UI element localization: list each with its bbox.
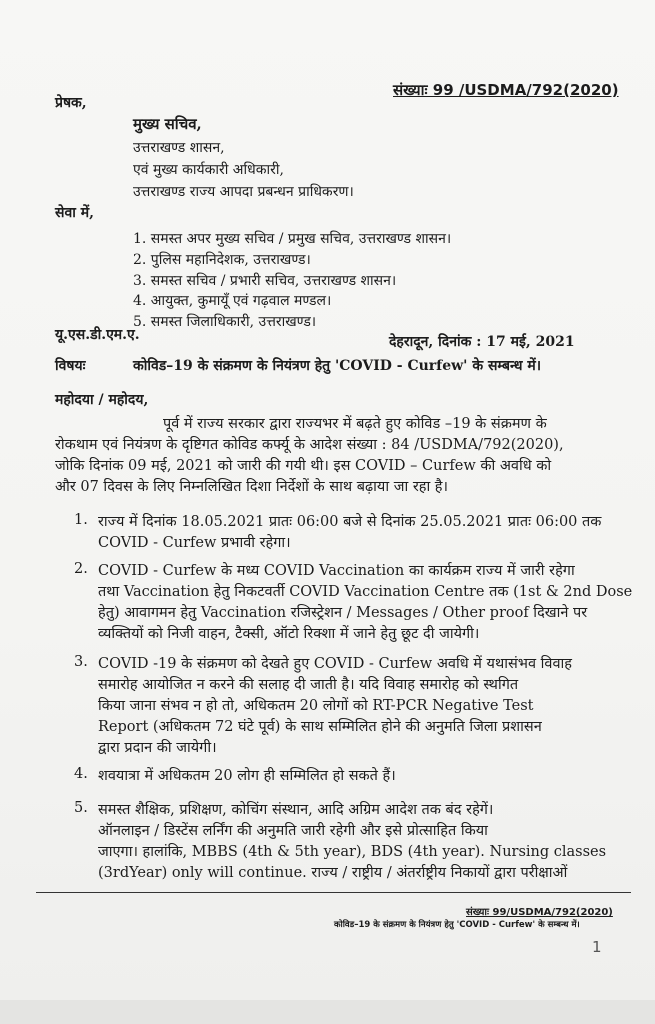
sender-line: एवं मुख्य कार्यकारी अधिकारी, <box>133 162 284 178</box>
point-line: किया जाना संभव न हो तो, अधिकतम 20 लोगों को RT-PCR Negative Test <box>98 698 534 714</box>
point-number: 4. <box>74 766 88 782</box>
point-line: COVID - Curfew प्रभावी रहेगा। <box>98 535 291 551</box>
footer-reference: संख्याः 99/USDMA/792(2020) <box>466 907 613 918</box>
page-bottom-margin <box>0 1000 655 1024</box>
footer-divider <box>36 892 631 893</box>
point-line: Report (अधिकतम 72 घंटे पूर्व) के साथ सम्मिलित होने की अनुमति जिला प्रशासन <box>98 719 542 735</box>
point-line: तथा Vaccination हेतु निकटवर्ती COVID Vaccination Centre तक (1st & 2nd Dose <box>98 584 633 600</box>
date-line: देहरादून, दिनांक : 17 मई, 2021 <box>389 334 575 350</box>
reference-number: संख्याः 99 /USDMA/792(2020) <box>393 81 619 99</box>
point-line: समस्त शैक्षिक, प्रशिक्षण, कोचिंग संस्थान, आदि अग्रिम आदेश तक बंद रहेगें। <box>98 802 494 818</box>
recipient-item: 5. समस्त जिलाधिकारी, उत्तराखण्ड। <box>133 314 317 330</box>
point-number: 2. <box>74 561 88 577</box>
page-number: 1 <box>592 938 602 956</box>
point-line: शवयात्रा में अधिकतम 20 लोग ही सम्मिलित हो सकते हैं। <box>98 768 396 784</box>
sender-title: मुख्य सचिव, <box>133 115 202 133</box>
office-code: यू.एस.डी.एम.ए. <box>55 327 140 343</box>
point-line: राज्य में दिनांक 18.05.2021 प्रातः 06:00 बजे से दिनांक 25.05.2021 प्रातः 06:00 तक <box>98 514 602 530</box>
sender-line: उत्तराखण्ड शासन, <box>133 140 225 156</box>
recipient-item: 4. आयुक्त, कुमायूँ एवं गढ़वाल मण्डल। <box>133 293 332 309</box>
sender-line: उत्तराखण्ड राज्य आपदा प्रबन्धन प्राधिकरण। <box>133 184 354 200</box>
point-number: 3. <box>74 654 88 670</box>
point-line: व्यक्तियों को निजी वाहन, टैक्सी, ऑटो रिक्शा में जाने हेतु छूट दी जायेगी। <box>98 626 480 642</box>
point-line: COVID - Curfew के मध्य COVID Vaccination का कार्यक्रम राज्य में जारी रहेगा <box>98 563 575 579</box>
subject-label: विषयः <box>55 358 86 374</box>
point-line: COVID -19 के संक्रमण को देखते हुए COVID - Curfew अवधि में यथासंभव विवाह <box>98 656 572 672</box>
point-line: (3rdYear) only will continue. राज्य / राष्ट्रीय / अंतर्राष्ट्रीय निकायों द्वारा परीक्षाओं <box>98 865 568 881</box>
point-number: 1. <box>74 512 88 528</box>
recipient-item: 1. समस्त अपर मुख्य सचिव / प्रमुख सचिव, उत्तराखण्ड शासन। <box>133 231 452 247</box>
point-line: हेतु) आवागमन हेतु Vaccination रजिस्ट्रेशन / Messages / Other proof दिखाने पर <box>98 605 588 621</box>
point-line: समारोह आयोजित न करने की सलाह दी जाती है। यदि विवाह समारोह को स्थगित <box>98 677 519 693</box>
intro-line: पूर्व में राज्य सरकार द्वारा राज्यभर में बढ़ते हुए कोविड –19 के संक्रमण के <box>163 416 547 432</box>
point-line: जाएगा। हालांकि, MBBS (4th & 5th year), BDS (4th year). Nursing classes <box>98 844 607 860</box>
recipient-item: 2. पुलिस महानिदेशक, उत्तराखण्ड। <box>133 252 311 268</box>
recipients-label: सेवा में, <box>55 205 94 221</box>
intro-line: और 07 दिवस के लिए निम्नलिखित दिशा निर्देशों के साथ बढ़ाया जा रहा है। <box>55 479 449 495</box>
salutation: महोदया / महोदय, <box>55 392 149 408</box>
intro-line: रोकथाम एवं नियंत्रण के दृष्टिगत कोविड कर्फ्यू के आदेश संख्या : 84 /USDMA/792(2020), <box>55 437 564 453</box>
intro-line: जोकि दिनांक 09 मई, 2021 को जारी की गयी थी। इस COVID – Curfew की अवधि को <box>55 458 552 474</box>
point-number: 5. <box>74 800 88 816</box>
point-line: द्वारा प्रदान की जायेगी। <box>98 740 217 756</box>
recipient-item: 3. समस्त सचिव / प्रभारी सचिव, उत्तराखण्ड शासन। <box>133 273 397 289</box>
footer-subject: कोविड–19 के संक्रमण के नियंत्रण हेतु 'COVID - Curfew' के सम्बन्ध में। <box>334 920 580 930</box>
sender-label: प्रेषक, <box>55 95 87 111</box>
subject-text: कोविड–19 के संक्रमण के नियंत्रण हेतु 'COVID - Curfew' के सम्बन्ध में। <box>133 358 541 374</box>
point-line: ऑनलाइन / डिस्टेंस लर्निंग की अनुमति जारी रहेगी और इसे प्रोत्साहित किया <box>98 823 488 839</box>
